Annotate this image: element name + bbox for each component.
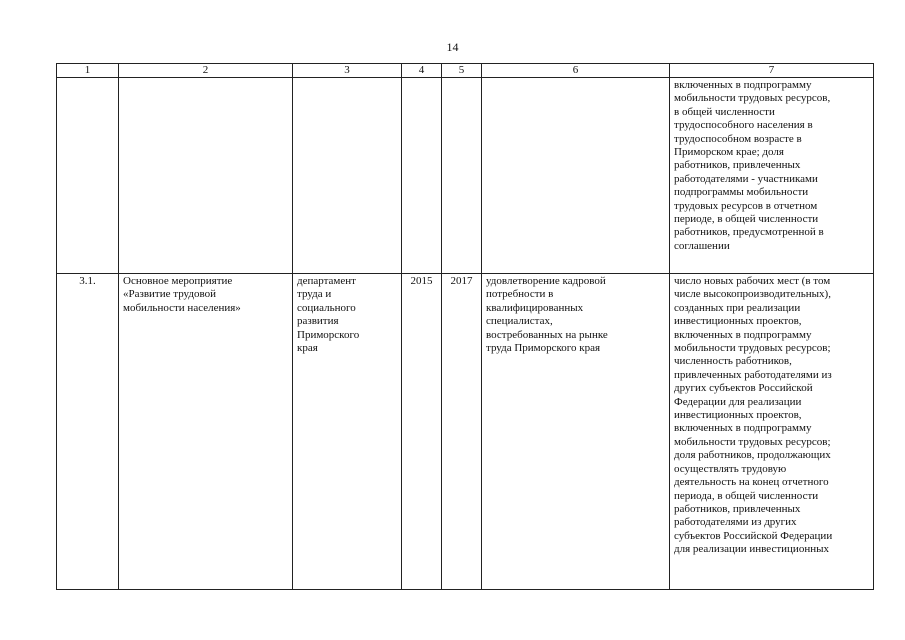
column-number-7: 7 [670, 64, 874, 78]
table-row [57, 78, 874, 274]
expected-result: удовлетворение кадровой потребности в квалифицированных специалистах, востребованных на рынке труда Приморского края [486, 275, 608, 355]
column-number-6: 6 [482, 64, 670, 78]
start-year-cell [402, 274, 442, 590]
item-number-cell [57, 274, 119, 590]
end-year-cell [442, 78, 482, 274]
expected-result-cell [482, 274, 670, 590]
column-number-1: 1 [57, 64, 119, 78]
event-name-cell [119, 78, 293, 274]
executor-cell [293, 78, 402, 274]
executor: департамент труда и социального развития Приморского края [297, 275, 360, 355]
indicators-cell [670, 78, 874, 274]
program-events-table [56, 63, 874, 590]
column-number-4: 4 [402, 64, 442, 78]
start-year: 2015 [410, 275, 433, 287]
event-name-cell [119, 274, 293, 590]
item-number-cell [57, 78, 119, 274]
expected-result-cell [482, 78, 670, 274]
end-year: 2017 [450, 275, 473, 287]
item-number: 3.1. [79, 275, 96, 287]
column-number-row [57, 64, 874, 78]
event-name: Основное мероприятие «Развитие трудовой мобильности населения» [123, 275, 241, 314]
end-year-cell [442, 274, 482, 590]
indicators-text: включенных в подпрограмму мобильности трудовых ресурсов, в общей численности трудоспособного населения в трудоспособном возрасте в Приморском крае; доля работников, привлеченных работодателями - участниками подпрограммы мобильности трудовых ресурсов в отчетном периоде, в общей численности работников, предусмотренной в соглашении [674, 79, 831, 252]
indicators-text: число новых рабочих мест (в том числе высокопроизводительных), созданных при реализации инвестиционных проектов, включенных в подпрограмму мобильности трудовых ресурсов; численность работников, привлеченных работодателями из других субъектов Российской Федерации для реализации инвестиционных проектов, включенных в подпрограмму мобильности трудовых ресурсов; доля работников, продолжающих осуществлять трудовую деятельность на конец отчетного периода, в общей численности работников, привлеченных работодателями из других субъектов Российской Федерации для реализации инвестиционных [674, 275, 833, 556]
indicators-cell [670, 274, 874, 590]
start-year-cell [402, 78, 442, 274]
page-number: 14 [446, 40, 459, 54]
column-number-3: 3 [293, 64, 402, 78]
column-number-2: 2 [119, 64, 293, 78]
table-row [57, 274, 874, 590]
executor-cell [293, 274, 402, 590]
column-number-5: 5 [442, 64, 482, 78]
